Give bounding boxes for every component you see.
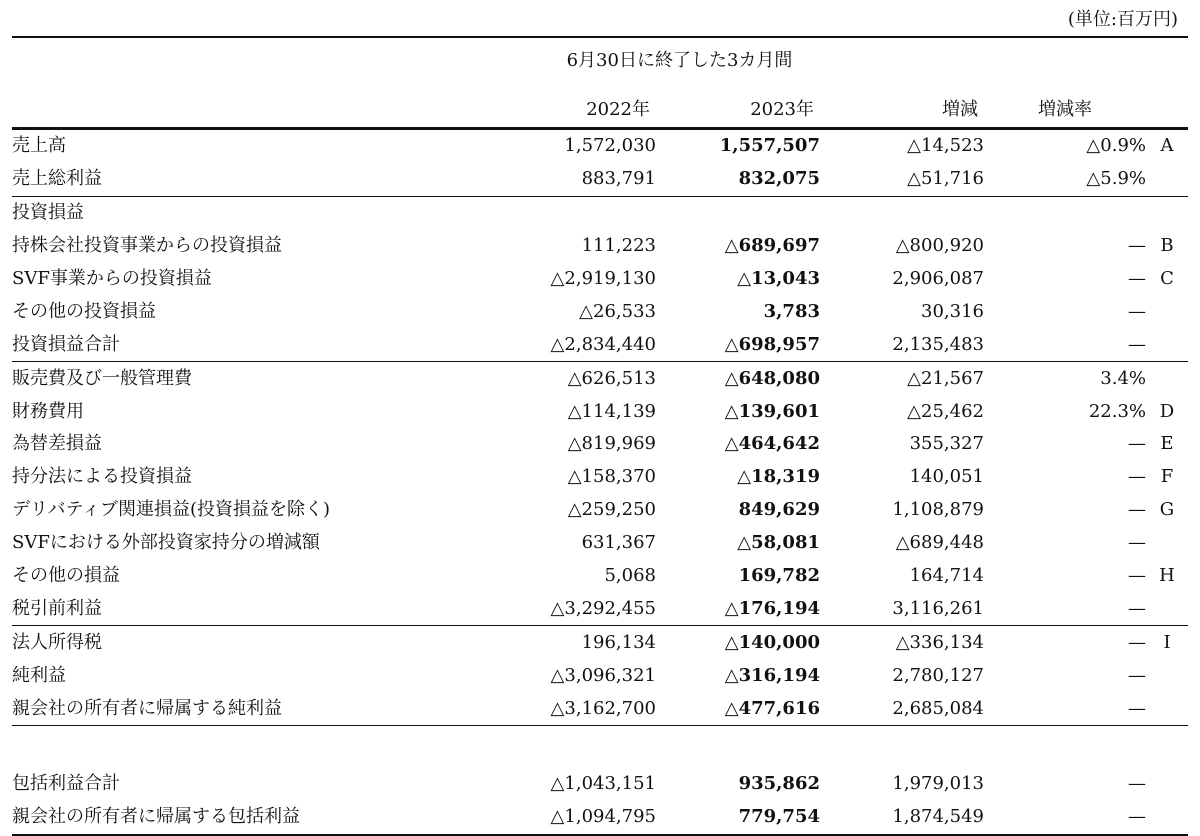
table-row bbox=[12, 801, 1188, 835]
note-mark bbox=[1146, 362, 1188, 395]
note-mark bbox=[1146, 295, 1188, 328]
note-mark bbox=[1146, 196, 1188, 229]
table-body bbox=[12, 129, 1188, 835]
note-mark: I bbox=[1146, 626, 1188, 659]
value-diff: △689,448 bbox=[895, 532, 984, 554]
table-row bbox=[12, 527, 1188, 560]
value-diff: 1,108,879 bbox=[892, 499, 984, 521]
value-2023: △18,319 bbox=[737, 466, 820, 488]
row-label: 為替差損益 bbox=[12, 433, 102, 455]
value-diff: 1,874,549 bbox=[820, 801, 984, 835]
value-diff: △51,716 bbox=[907, 168, 984, 190]
header-2022: 2022年 bbox=[472, 80, 656, 129]
value-rate: — bbox=[984, 626, 1146, 659]
note-mark: E bbox=[1160, 433, 1174, 455]
value-2023: △648,080 bbox=[656, 362, 820, 395]
value-diff: 2,906,087 bbox=[892, 268, 984, 289]
table-row bbox=[12, 428, 1188, 461]
note-mark bbox=[1146, 692, 1188, 725]
row-label: デリバティブ関連損益(投資損益を除く) bbox=[12, 499, 331, 521]
value-rate: — bbox=[1128, 697, 1146, 719]
value-2023: 849,629 bbox=[738, 499, 820, 521]
value-2022: △114,139 bbox=[567, 400, 656, 422]
value-diff: 30,316 bbox=[921, 300, 984, 322]
note-mark bbox=[1146, 592, 1188, 625]
row-label: 持分法による投資損益 bbox=[12, 466, 192, 488]
value-2022: △626,513 bbox=[472, 362, 656, 395]
value-2023: △689,697 bbox=[724, 235, 820, 257]
unit-label: (単位:百万円) bbox=[1067, 9, 1178, 30]
value-2023: △13,043 bbox=[737, 268, 820, 289]
value-2022: 1,572,030 bbox=[564, 135, 656, 157]
note-mark bbox=[1146, 163, 1188, 196]
value-2022: 196,134 bbox=[472, 626, 656, 659]
row-label: 売上高 bbox=[12, 135, 66, 157]
value-2022: △2,834,440 bbox=[550, 333, 656, 355]
value-rate: △5.9% bbox=[1086, 168, 1146, 190]
row-label: 税引前利益 bbox=[12, 597, 102, 619]
note-mark: F bbox=[1160, 466, 1174, 488]
value-rate: — bbox=[1128, 235, 1146, 257]
table-row bbox=[12, 196, 1188, 229]
note-mark: C bbox=[1160, 268, 1174, 289]
row-label: 売上総利益 bbox=[12, 168, 102, 190]
value-rate: — bbox=[1128, 773, 1146, 795]
value-rate: — bbox=[1128, 268, 1146, 289]
table-row bbox=[12, 560, 1188, 593]
period-label: 6月30日に終了した3カ月間 bbox=[12, 37, 1188, 80]
spacer-row bbox=[12, 726, 1188, 769]
value-rate bbox=[984, 196, 1146, 229]
note-mark bbox=[1146, 768, 1188, 801]
row-label: その他の損益 bbox=[12, 565, 120, 587]
note-mark: H bbox=[1159, 565, 1175, 587]
table-row bbox=[12, 461, 1188, 494]
value-rate: — bbox=[1128, 532, 1146, 554]
table-row bbox=[12, 230, 1188, 263]
row-label: 投資損益 bbox=[12, 196, 472, 229]
value-2022: △3,162,700 bbox=[550, 697, 656, 719]
row-label: 投資損益合計 bbox=[12, 333, 120, 355]
value-2023: △698,957 bbox=[724, 333, 820, 355]
value-2022 bbox=[472, 196, 656, 229]
row-label: その他の投資損益 bbox=[12, 300, 156, 322]
value-rate: — bbox=[1128, 300, 1146, 322]
value-diff: △800,920 bbox=[895, 235, 984, 257]
value-diff: 1,979,013 bbox=[892, 773, 984, 795]
value-2022: △158,370 bbox=[567, 466, 656, 488]
header-diff: 増減 bbox=[820, 80, 984, 129]
value-2022: △1,094,795 bbox=[472, 801, 656, 835]
value-diff: △14,523 bbox=[907, 135, 984, 157]
value-diff: 140,051 bbox=[909, 466, 984, 488]
value-rate: 3.4% bbox=[984, 362, 1146, 395]
row-label: 包括利益合計 bbox=[12, 773, 120, 795]
value-2023: 3,783 bbox=[763, 300, 820, 322]
value-2023: 779,754 bbox=[656, 801, 820, 835]
value-rate: — bbox=[1128, 499, 1146, 521]
value-diff: △21,567 bbox=[820, 362, 984, 395]
value-2022: 111,223 bbox=[581, 235, 656, 257]
row-label: 販売費及び一般管理費 bbox=[12, 362, 472, 395]
table-row bbox=[12, 129, 1188, 163]
table-row bbox=[12, 362, 1188, 395]
value-2022: 5,068 bbox=[604, 565, 656, 587]
value-rate: — bbox=[1128, 597, 1146, 619]
header-mark-blank bbox=[1146, 80, 1188, 129]
income-statement bbox=[12, 36, 1188, 836]
value-2023: 1,557,507 bbox=[719, 135, 820, 157]
value-2023: △316,194 bbox=[724, 664, 820, 686]
value-diff: 164,714 bbox=[909, 565, 984, 587]
income-statement-table bbox=[12, 36, 1188, 836]
value-rate: — bbox=[1128, 664, 1146, 686]
table-row bbox=[12, 692, 1188, 725]
value-rate: — bbox=[1128, 433, 1146, 455]
column-header-row bbox=[12, 80, 1188, 129]
note-mark: D bbox=[1159, 400, 1175, 422]
table-row bbox=[12, 659, 1188, 692]
note-mark bbox=[1146, 328, 1188, 361]
table-row bbox=[12, 263, 1188, 296]
value-diff: 355,327 bbox=[909, 433, 984, 455]
row-label: SVF事業からの投資損益 bbox=[12, 268, 212, 289]
value-rate: — bbox=[1128, 565, 1146, 587]
value-2022: △3,096,321 bbox=[550, 664, 656, 686]
table-row bbox=[12, 592, 1188, 625]
value-rate: 22.3% bbox=[1088, 400, 1146, 422]
table-row bbox=[12, 295, 1188, 328]
value-2022: 883,791 bbox=[581, 168, 656, 190]
value-diff: △25,462 bbox=[907, 400, 984, 422]
value-diff: △336,134 bbox=[820, 626, 984, 659]
header-label-blank bbox=[12, 80, 472, 129]
value-2023: △464,642 bbox=[724, 433, 820, 455]
value-rate: — bbox=[1128, 466, 1146, 488]
value-2022: △2,919,130 bbox=[550, 268, 656, 289]
value-2022: 631,367 bbox=[581, 532, 656, 554]
value-diff: 2,780,127 bbox=[892, 664, 984, 686]
table-row bbox=[12, 328, 1188, 361]
value-diff bbox=[820, 196, 984, 229]
value-diff: 3,116,261 bbox=[892, 597, 984, 619]
note-mark: G bbox=[1159, 499, 1175, 521]
value-2023: 832,075 bbox=[738, 168, 820, 190]
value-2022: △3,292,455 bbox=[550, 597, 656, 619]
row-label: 親会社の所有者に帰属する純利益 bbox=[12, 697, 282, 719]
table-row bbox=[12, 395, 1188, 428]
row-label: SVFにおける外部投資家持分の増減額 bbox=[12, 532, 320, 554]
value-rate: △0.9% bbox=[1086, 135, 1146, 157]
value-2023: 169,782 bbox=[738, 565, 820, 587]
note-mark bbox=[1146, 801, 1188, 835]
row-label: 財務費用 bbox=[12, 400, 84, 422]
value-2022: △1,043,151 bbox=[550, 773, 656, 795]
value-2023: △140,000 bbox=[656, 626, 820, 659]
value-diff: 2,135,483 bbox=[892, 333, 984, 355]
value-2023: △477,616 bbox=[724, 697, 820, 719]
note-mark: A bbox=[1160, 135, 1174, 157]
table-row bbox=[12, 163, 1188, 196]
note-mark: B bbox=[1160, 235, 1174, 257]
value-2022: △259,250 bbox=[567, 499, 656, 521]
value-2023 bbox=[656, 196, 820, 229]
value-2022: △26,533 bbox=[579, 300, 656, 322]
value-2023: △58,081 bbox=[737, 532, 820, 554]
value-2023: 935,862 bbox=[738, 773, 820, 795]
row-label: 親会社の所有者に帰属する包括利益 bbox=[12, 801, 472, 835]
table-row bbox=[12, 494, 1188, 527]
header-2023: 2023年 bbox=[656, 80, 820, 129]
note-mark bbox=[1146, 659, 1188, 692]
value-2022: △819,969 bbox=[567, 433, 656, 455]
value-2023: △139,601 bbox=[724, 400, 820, 422]
period-header-row bbox=[12, 37, 1188, 80]
header-rate: 増減率 bbox=[984, 80, 1146, 129]
value-diff: 2,685,084 bbox=[892, 697, 984, 719]
table-row bbox=[12, 768, 1188, 801]
note-mark bbox=[1146, 527, 1188, 560]
value-2023: △176,194 bbox=[724, 597, 820, 619]
row-label: 持株会社投資事業からの投資損益 bbox=[12, 235, 282, 257]
value-rate: — bbox=[1128, 333, 1146, 355]
value-rate: — bbox=[984, 801, 1146, 835]
table-row bbox=[12, 626, 1188, 659]
row-label: 純利益 bbox=[12, 664, 66, 686]
row-label: 法人所得税 bbox=[12, 626, 472, 659]
